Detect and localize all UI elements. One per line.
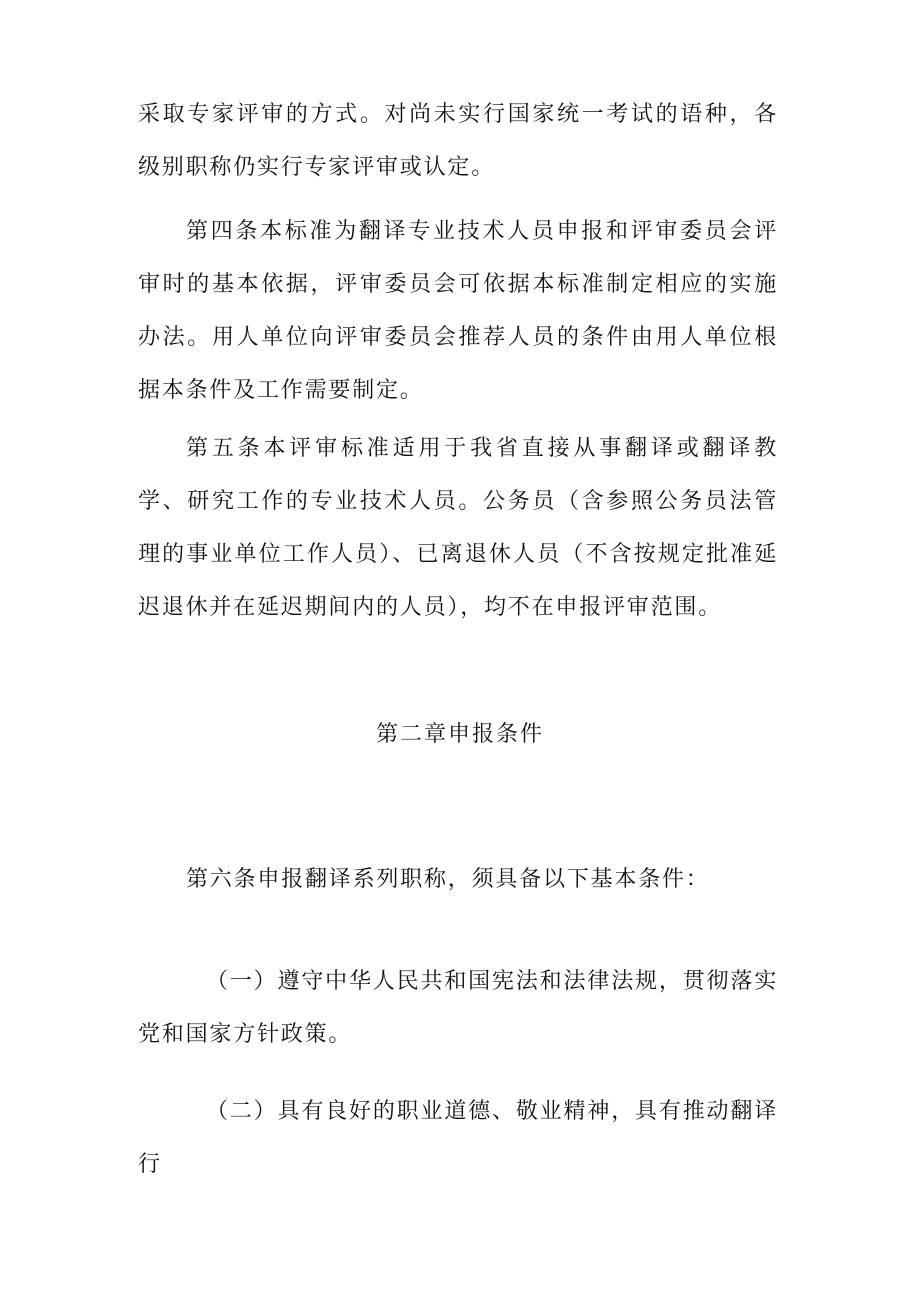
paragraph-article-5: 第五条本评审标准适用于我省直接从事翻译或翻译教学、研究工作的专业技术人员。公务员（含参照公务员法管理的事业单位工作人员）、已离退休人员（不含按规定批准延迟退休并在延迟期间内的人员），均不在申报评审范围。 xyxy=(138,436,778,620)
paragraph-article-6: 第六条申报翻译系列职称，须具备以下基本条件： xyxy=(186,867,710,892)
list-item-1: （一）遵守中华人民共和国宪法和法律法规，贯彻落实党和国家方针政策。 xyxy=(138,969,778,1047)
paragraph-article-4: 第四条本标准为翻译专业技术人员申报和评审委员会评审时的基本依据，评审委员会可依据本标准制定相应的实施办法。用人单位向评审委员会推荐人员的条件由用人单位根据本条件及工作需要制定。 xyxy=(138,219,778,403)
list-item-2: （二）具有良好的职业道德、敬业精神，具有推动翻译行 xyxy=(138,1099,778,1177)
paragraph-continuation: 采取专家评审的方式。对尚未实行国家统一考试的语种，各级别职称仍实行专家评审或认定。 xyxy=(138,102,778,180)
chapter-heading: 第二章申报条件 xyxy=(375,722,544,747)
